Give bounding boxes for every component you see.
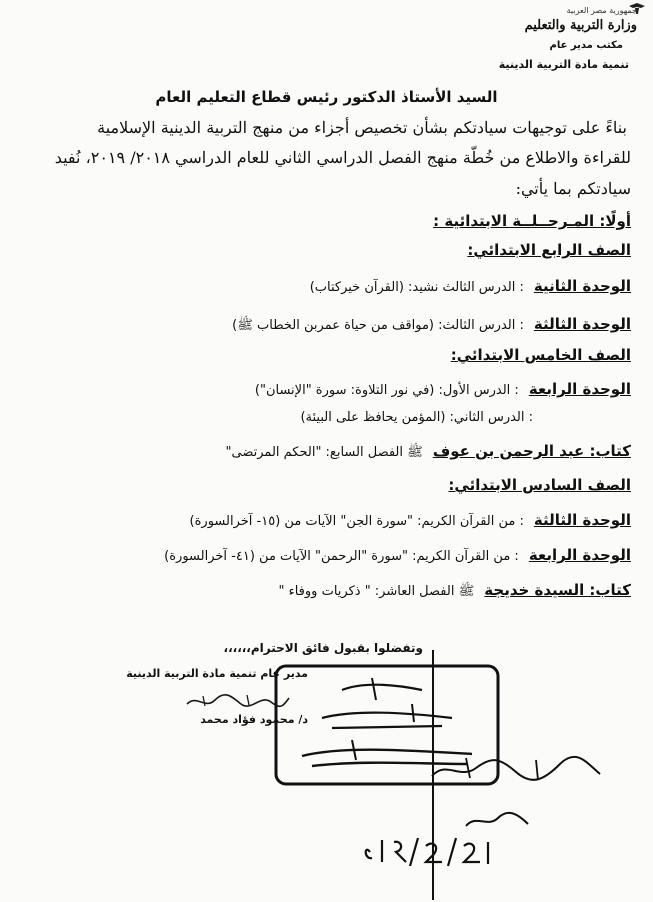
book-name: كتاب: عبد الرحمن بن عوف [432,442,631,460]
handwritten-date [360,832,500,872]
closing-line: وتفضلوا بقبول فائق الاحترام،،،،،، [223,641,423,655]
header-ministry: وزارة التربية والتعليم [524,18,637,33]
unit-text: ﷺ الفصل السابع: "الحكم المرتضى" [225,445,423,460]
grade6-heading: الصف السادس الابتدائي: [448,476,631,494]
book-name: كتاب: السيدة خديجة [484,581,631,599]
unit-name: الوحدة الثانية [533,277,631,295]
grade4-row-1 [310,277,631,295]
director-title: مدير عام تنمية مادة التربية الدينية [126,667,308,680]
unit-text: : الدرس الأول: (في نور التلاوة: سورة "الإنسان") [254,383,519,398]
grade6-row-2 [164,546,631,564]
grade5-heading: الصف الخامس الابتدائي: [450,346,631,364]
unit-text: : الدرس الثالث: (مواقف من حياة عمربن الخطاب ﷺ) [232,318,524,333]
intro-line-1: بناءً على توجيهات سيادتكم بشأن تخصيص أجزاء من منهج التربية الدينية الإسلامية [97,118,627,137]
letter-title: السيد الأستاذ الدكتور رئيس قطاع التعليم العام [155,88,498,106]
unit-name: الوحدة الرابعة [528,546,631,564]
grade5-row-1 [255,380,631,398]
unit-name: الوحدة الثالثة [533,511,631,529]
grade6-row-1 [190,511,631,529]
intro-line-3: سيادتكم بما يأتي: [515,179,631,198]
unit-text: : من القرآن الكريم: "سورة الجن" الآيات من (١٥- آخرالسورة) [189,514,524,529]
grade5-row-2 [300,410,533,425]
grade6-row-3 [279,581,632,602]
header-office: مكتب مدير عام [549,40,623,51]
grade4-heading: الصف الرابع الابتدائي: [467,241,631,259]
header-department: تنمية مادة التربية الدينية [498,58,629,71]
unit-text: ﷺ الفصل العاشر: " ذكريات ووفاء " [278,584,475,599]
unit-name: الوحدة الثالثة [533,315,631,333]
unit-text: : الدرس الثالث نشيد: (القرآن خيركتاب) [309,280,524,295]
stage-heading: أولًا: المـرحــلــة الابتدائية : [433,212,631,230]
unit-text: : الدرس الثاني: (المؤمن يحافظ على البيئة) [300,410,533,425]
director-name: د/ محمود فؤاد محمد [200,713,308,726]
handwritten-initials [462,808,532,832]
grade4-row-2 [232,315,631,336]
intro-line-2: للقراءة والاطلاع من خُطّة منهج الفصل الدراسي الثاني للعام الدراسي ٢٠١٨/ ٢٠١٩، نُفيد [54,148,631,167]
unit-name: الوحدة الرابعة [528,380,631,398]
unit-text: : من القرآن الكريم: "سورة "الرحمن" الآيات من (٤١- آخرالسورة) [164,549,519,564]
handwritten-note [426,750,606,790]
grade5-row-3 [226,442,631,463]
header-country: جمهورية مصر العربية [566,6,637,15]
